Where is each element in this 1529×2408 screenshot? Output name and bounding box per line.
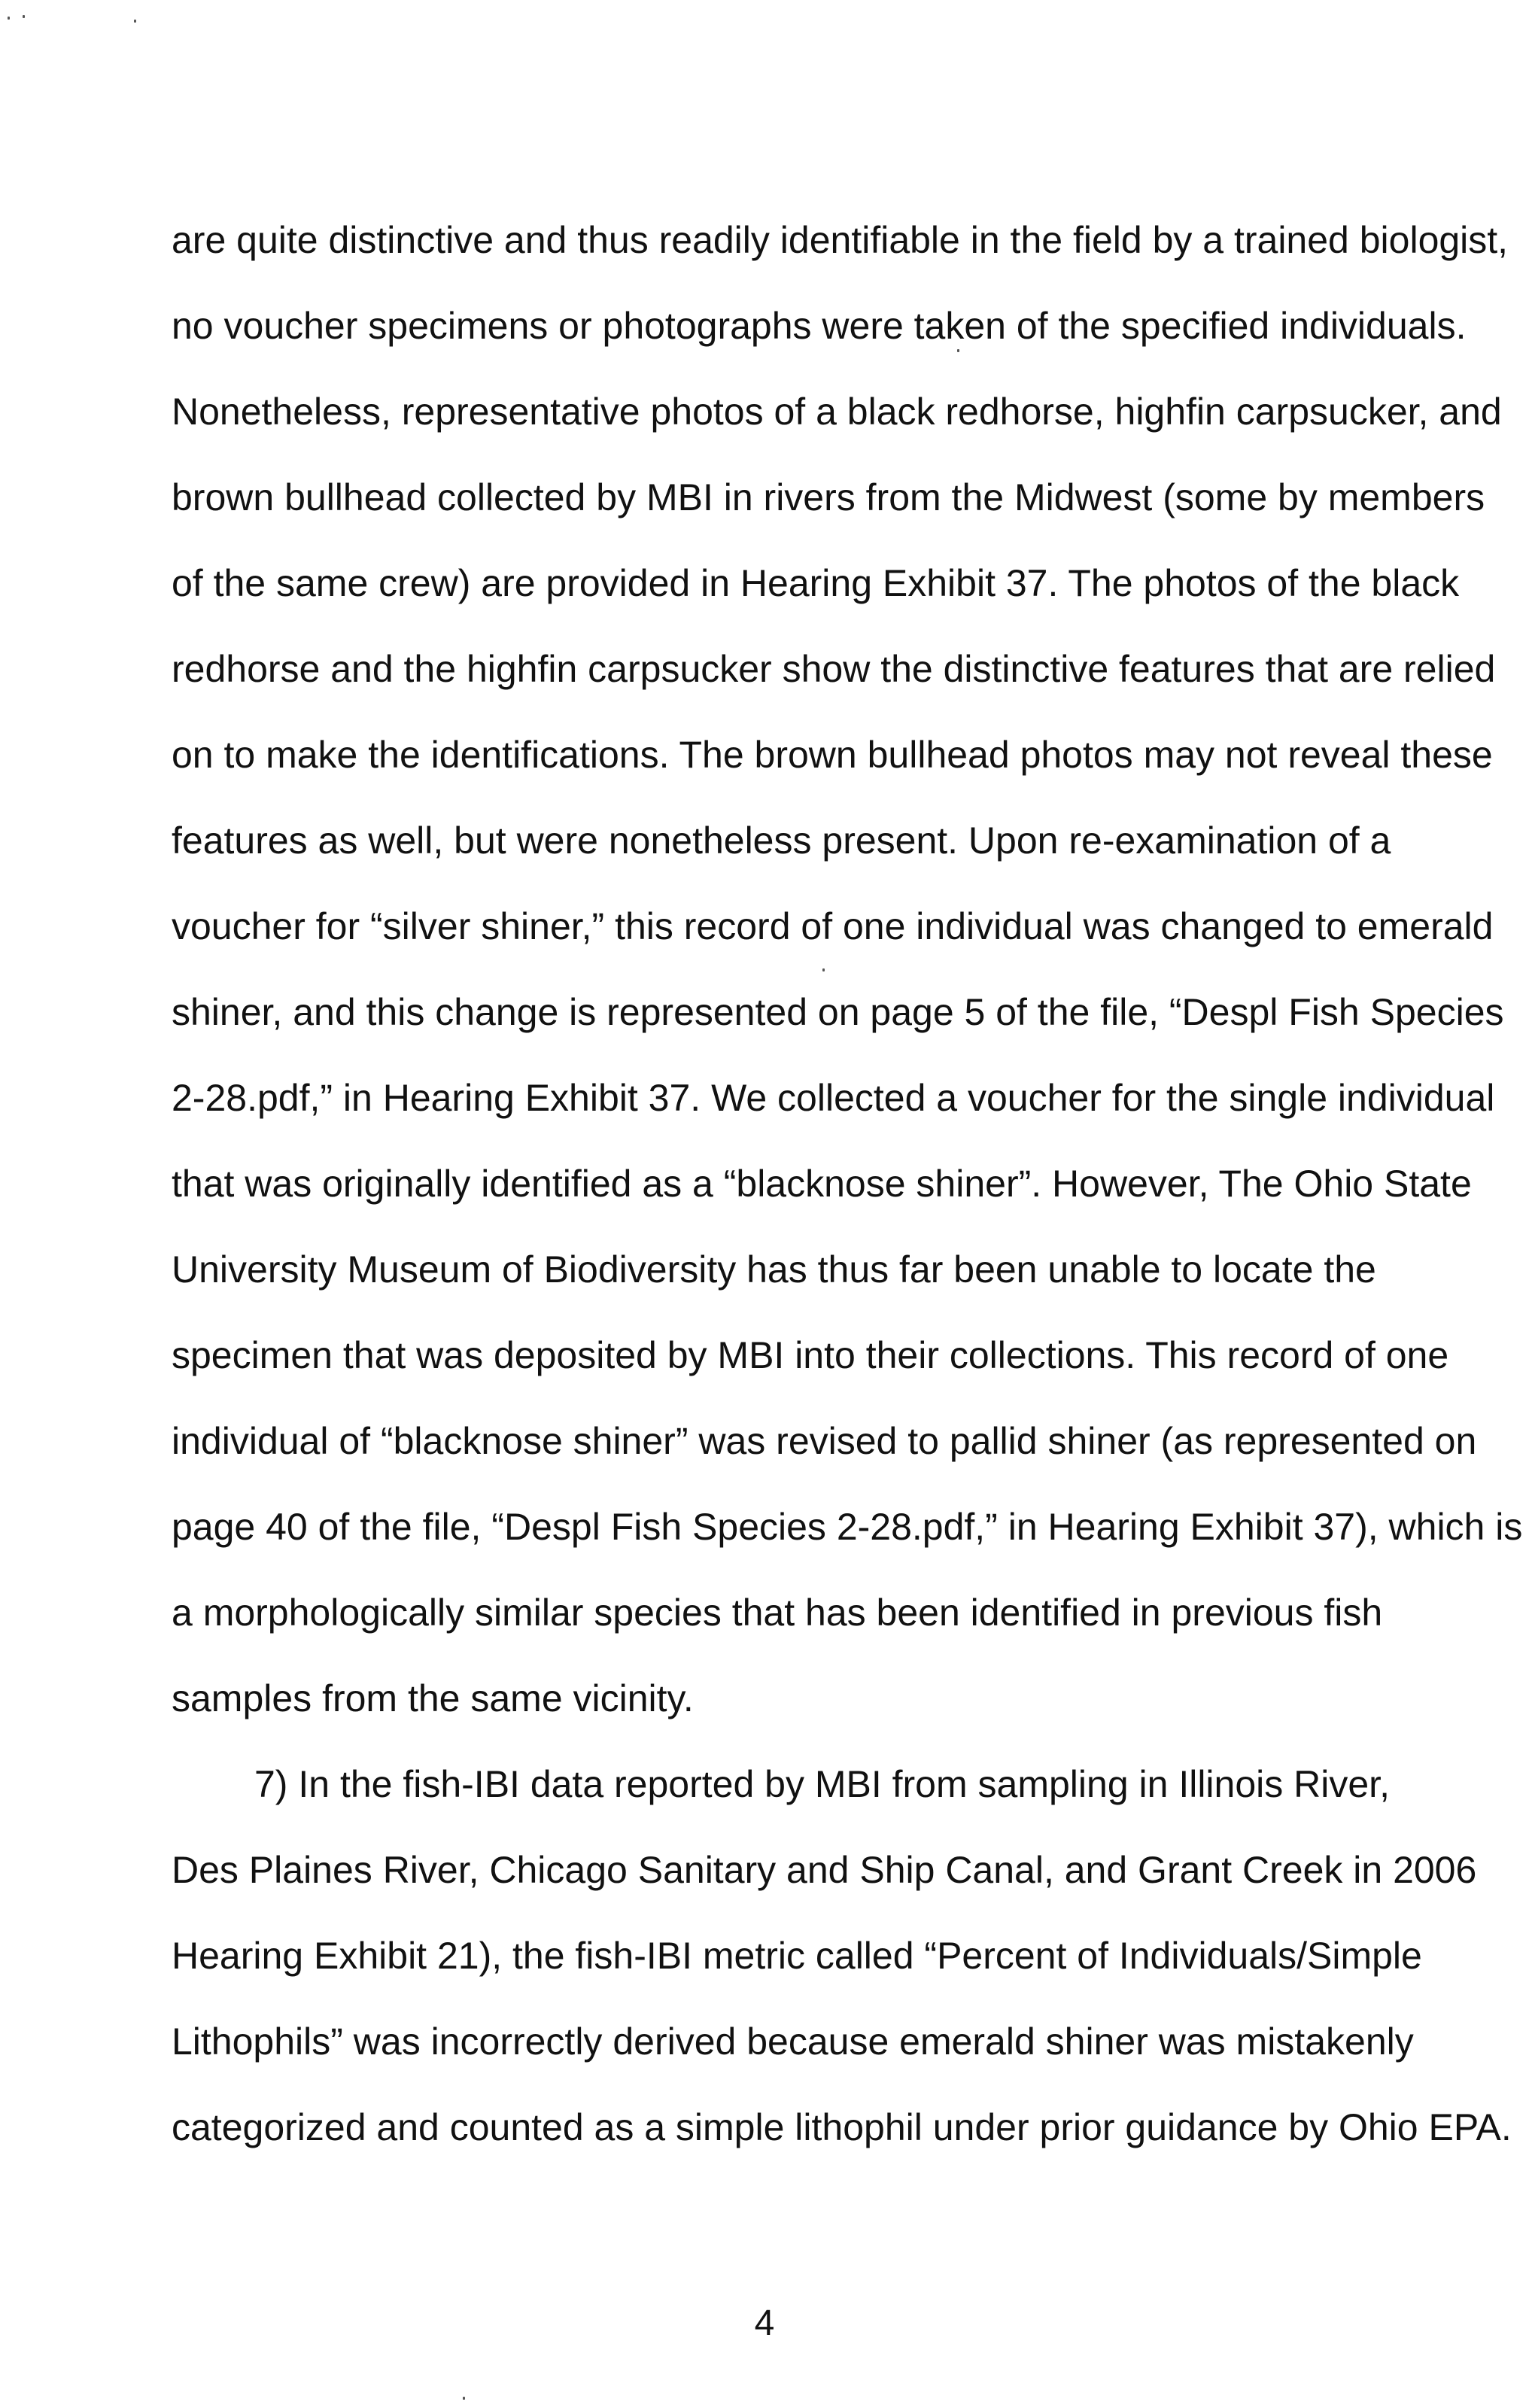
text-line: brown bullhead collected by MBI in rivers from the Midwest (some by members: [172, 476, 1485, 518]
text-line: a morphologically similar species that has been identified in previous fish: [172, 1592, 1383, 1634]
page-number: 4: [754, 2303, 775, 2343]
text-line: specimen that was deposited by MBI into their collections. This record of one: [172, 1334, 1449, 1376]
text-line: voucher for “silver shiner,” this record of one individual was changed to emerald: [172, 905, 1494, 947]
text-line: Nonetheless, representative photos of a black redhorse, highfin carpsucker, and: [172, 391, 1502, 433]
text-line: features as well, but were nonetheless present. Upon re-examination of a: [172, 819, 1391, 862]
text-line: University Museum of Biodiversity has thus far been unable to locate the: [172, 1248, 1376, 1291]
text-line: are quite distinctive and thus readily identifiable in the field by a trained biologist,: [172, 219, 1509, 261]
text-line: 7) In the fish-IBI data reported by MBI from sampling in Illinois River,: [254, 1763, 1390, 1805]
scan-speck: [957, 349, 959, 352]
text-line: categorized and counted as a simple lithophil under prior guidance by Ohio EPA.: [172, 2106, 1512, 2148]
text-line: page 40 of the file, “Despl Fish Species 2-28.pdf,” in Hearing Exhibit 37), which is: [172, 1506, 1523, 1548]
paragraph-2: [172, 1741, 1526, 2170]
scan-speck: [463, 2397, 465, 2400]
text-line: individual of “blacknose shiner” was revised to pallid shiner (as represented on: [172, 1420, 1477, 1462]
text-line: samples from the same vicinity.: [172, 1677, 694, 1719]
scan-speck: [134, 20, 136, 23]
text-line: on to make the identifications. The brown bullhead photos may not reveal these: [172, 734, 1493, 776]
text-line: Hearing Exhibit 21), the fish-IBI metric called “Percent of Individuals/Simple: [172, 1935, 1422, 1977]
text-line: 2-28.pdf,” in Hearing Exhibit 37. We collected a voucher for the single individual: [172, 1077, 1495, 1119]
text-line: that was originally identified as a “blacknose shiner”. However, The Ohio State: [172, 1163, 1472, 1205]
text-line: redhorse and the highfin carpsucker show the distinctive features that are relied: [172, 648, 1496, 690]
text-line: no voucher specimens or photographs were taken of the specified individuals.: [172, 305, 1467, 347]
paragraph-1: [172, 197, 1526, 1741]
scan-speck: [8, 17, 10, 20]
text-line: shiner, and this change is represented on page 5 of the file, “Despl Fish Species: [172, 991, 1504, 1033]
text-line: Lithophils” was incorrectly derived because emerald shiner was mistakenly: [172, 2020, 1414, 2063]
text-line: Des Plaines River, Chicago Sanitary and Ship Canal, and Grant Creek in 2006: [172, 1849, 1477, 1891]
scan-speck: [23, 15, 25, 18]
text-line: of the same crew) are provided in Hearing Exhibit 37. The photos of the black: [172, 562, 1460, 604]
body-text: [172, 197, 1526, 2170]
scan-speck: [822, 968, 825, 971]
